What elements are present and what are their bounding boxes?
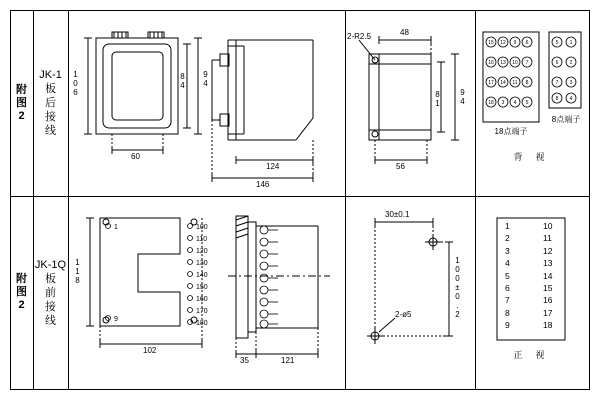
number-column-right bbox=[543, 220, 552, 332]
svg-text:3: 3 bbox=[569, 80, 573, 86]
dim-94b: 94 bbox=[458, 88, 467, 106]
caption-front-view: 正 视 bbox=[513, 350, 547, 360]
num-left-5: 5 bbox=[505, 270, 510, 281]
row2-title-line4: 接 bbox=[45, 300, 56, 313]
row1-title-line1: JK-1 bbox=[39, 69, 62, 81]
caption-18-terminals: 18点端子 bbox=[494, 127, 528, 136]
row1-panel3-svg bbox=[475, 10, 589, 196]
svg-text:100: 100 bbox=[196, 224, 208, 231]
svg-text:17: 17 bbox=[488, 80, 494, 86]
row2-side-label bbox=[10, 196, 33, 389]
svg-text:9: 9 bbox=[513, 40, 517, 46]
svg-text:4: 4 bbox=[569, 96, 573, 102]
svg-text:4: 4 bbox=[513, 100, 517, 106]
svg-text:2: 2 bbox=[569, 60, 573, 66]
svg-text:3: 3 bbox=[501, 100, 505, 106]
svg-text:6: 6 bbox=[525, 40, 529, 46]
row1-title-line2: 板 bbox=[45, 83, 56, 95]
row2-side-label-line2: 图 bbox=[16, 286, 27, 298]
svg-text:180: 180 bbox=[196, 320, 208, 327]
svg-text:8: 8 bbox=[555, 96, 559, 102]
dim-holes: 2-ø5 bbox=[395, 310, 412, 319]
svg-text:8: 8 bbox=[525, 80, 529, 86]
caption-8-terminals: 8点端子 bbox=[551, 115, 581, 124]
num-left-8: 8 bbox=[505, 307, 510, 318]
row2-panel-drill bbox=[345, 196, 475, 389]
num-left-2: 2 bbox=[505, 233, 510, 244]
svg-text:5: 5 bbox=[525, 100, 529, 106]
row1-panel-cutout bbox=[345, 10, 475, 196]
row1-side-label-line3: 2 bbox=[18, 109, 25, 122]
svg-text:12: 12 bbox=[500, 40, 506, 46]
dim-106: 106 bbox=[71, 70, 80, 97]
dim-81: 81 bbox=[433, 90, 442, 108]
dim-100: 100±0.2 bbox=[453, 256, 462, 319]
svg-text:170: 170 bbox=[196, 308, 208, 315]
num-left-1: 1 bbox=[505, 221, 510, 231]
row1-panel1-svg bbox=[68, 10, 345, 196]
caption-back-view: 背 视 bbox=[513, 152, 547, 162]
row2-panel-numbers bbox=[475, 196, 589, 389]
row1-title bbox=[33, 10, 68, 196]
num-right-7: 16 bbox=[543, 295, 553, 306]
svg-text:130: 130 bbox=[196, 260, 208, 267]
num-right-4: 13 bbox=[543, 258, 553, 269]
svg-text:11: 11 bbox=[512, 80, 518, 86]
num-left-4: 4 bbox=[505, 258, 510, 269]
svg-text:7: 7 bbox=[525, 60, 529, 66]
dim-56: 56 bbox=[396, 162, 405, 171]
dim-84: 84 bbox=[178, 72, 187, 90]
row2-panel-front bbox=[68, 196, 345, 389]
dim-35: 35 bbox=[240, 356, 249, 365]
row1-title-line3: 后 bbox=[45, 97, 56, 109]
svg-text:140: 140 bbox=[196, 272, 208, 279]
svg-text:6: 6 bbox=[555, 60, 559, 66]
svg-text:15: 15 bbox=[488, 40, 494, 46]
num-left-9: 9 bbox=[505, 320, 510, 331]
dim-94: 94 bbox=[201, 70, 210, 88]
svg-text:1: 1 bbox=[569, 40, 573, 46]
border-bottom bbox=[10, 389, 590, 390]
dim-2r25: 2-R2.5 bbox=[347, 32, 372, 41]
svg-text:13: 13 bbox=[500, 60, 506, 66]
svg-text:16: 16 bbox=[488, 60, 494, 66]
border-right bbox=[589, 10, 590, 390]
dim-146: 146 bbox=[256, 180, 270, 189]
row1-side-label-line2: 图 bbox=[16, 96, 27, 109]
dim-30: 30±0.1 bbox=[385, 210, 410, 219]
dim-102: 102 bbox=[143, 346, 157, 355]
num-right-6: 15 bbox=[543, 283, 553, 294]
row1-title-line5: 线 bbox=[45, 125, 56, 137]
dim-121: 121 bbox=[281, 356, 295, 365]
svg-text:160: 160 bbox=[196, 296, 208, 303]
num-right-3: 12 bbox=[543, 245, 553, 256]
row2-panel1-svg bbox=[68, 196, 345, 389]
row2-title-line1: JK-1Q bbox=[34, 258, 67, 271]
num-left-3: 3 bbox=[505, 245, 510, 256]
svg-text:10: 10 bbox=[512, 60, 518, 66]
row1-panel-outline bbox=[68, 10, 345, 196]
row2-title bbox=[33, 196, 68, 389]
row2-side-label-line1: 附 bbox=[16, 273, 27, 285]
dim-118: 118 bbox=[73, 258, 82, 285]
num-right-9: 18 bbox=[543, 320, 553, 331]
num-left-7: 7 bbox=[505, 295, 510, 306]
row2-title-line5: 线 bbox=[45, 314, 56, 327]
svg-text:5: 5 bbox=[555, 40, 559, 46]
num-right-8: 17 bbox=[543, 307, 553, 318]
row2-title-line3: 前 bbox=[45, 286, 56, 299]
svg-text:1: 1 bbox=[114, 224, 118, 231]
svg-text:9: 9 bbox=[114, 316, 118, 323]
dim-124: 124 bbox=[266, 162, 280, 171]
svg-text:110: 110 bbox=[196, 236, 208, 243]
row2-side-label-line3: 2 bbox=[18, 299, 25, 311]
svg-text:120: 120 bbox=[196, 248, 208, 255]
svg-text:18: 18 bbox=[488, 100, 494, 106]
num-left-6: 6 bbox=[505, 283, 510, 294]
dim-60: 60 bbox=[131, 152, 140, 161]
num-right-5: 14 bbox=[543, 270, 553, 281]
row2-title-line2: 板 bbox=[45, 272, 56, 285]
svg-text:14: 14 bbox=[500, 80, 506, 86]
num-right-2: 11 bbox=[543, 233, 552, 244]
row1-side-label-line1: 附 bbox=[16, 83, 27, 96]
svg-text:150: 150 bbox=[196, 284, 208, 291]
num-right-1: 10 bbox=[543, 221, 553, 231]
row1-side-label bbox=[10, 10, 33, 196]
row1-title-line4: 接 bbox=[45, 111, 56, 123]
svg-text:7: 7 bbox=[555, 80, 559, 86]
row1-panel-terminals bbox=[475, 10, 589, 196]
dim-48: 48 bbox=[400, 28, 409, 37]
number-column-left bbox=[505, 220, 510, 332]
